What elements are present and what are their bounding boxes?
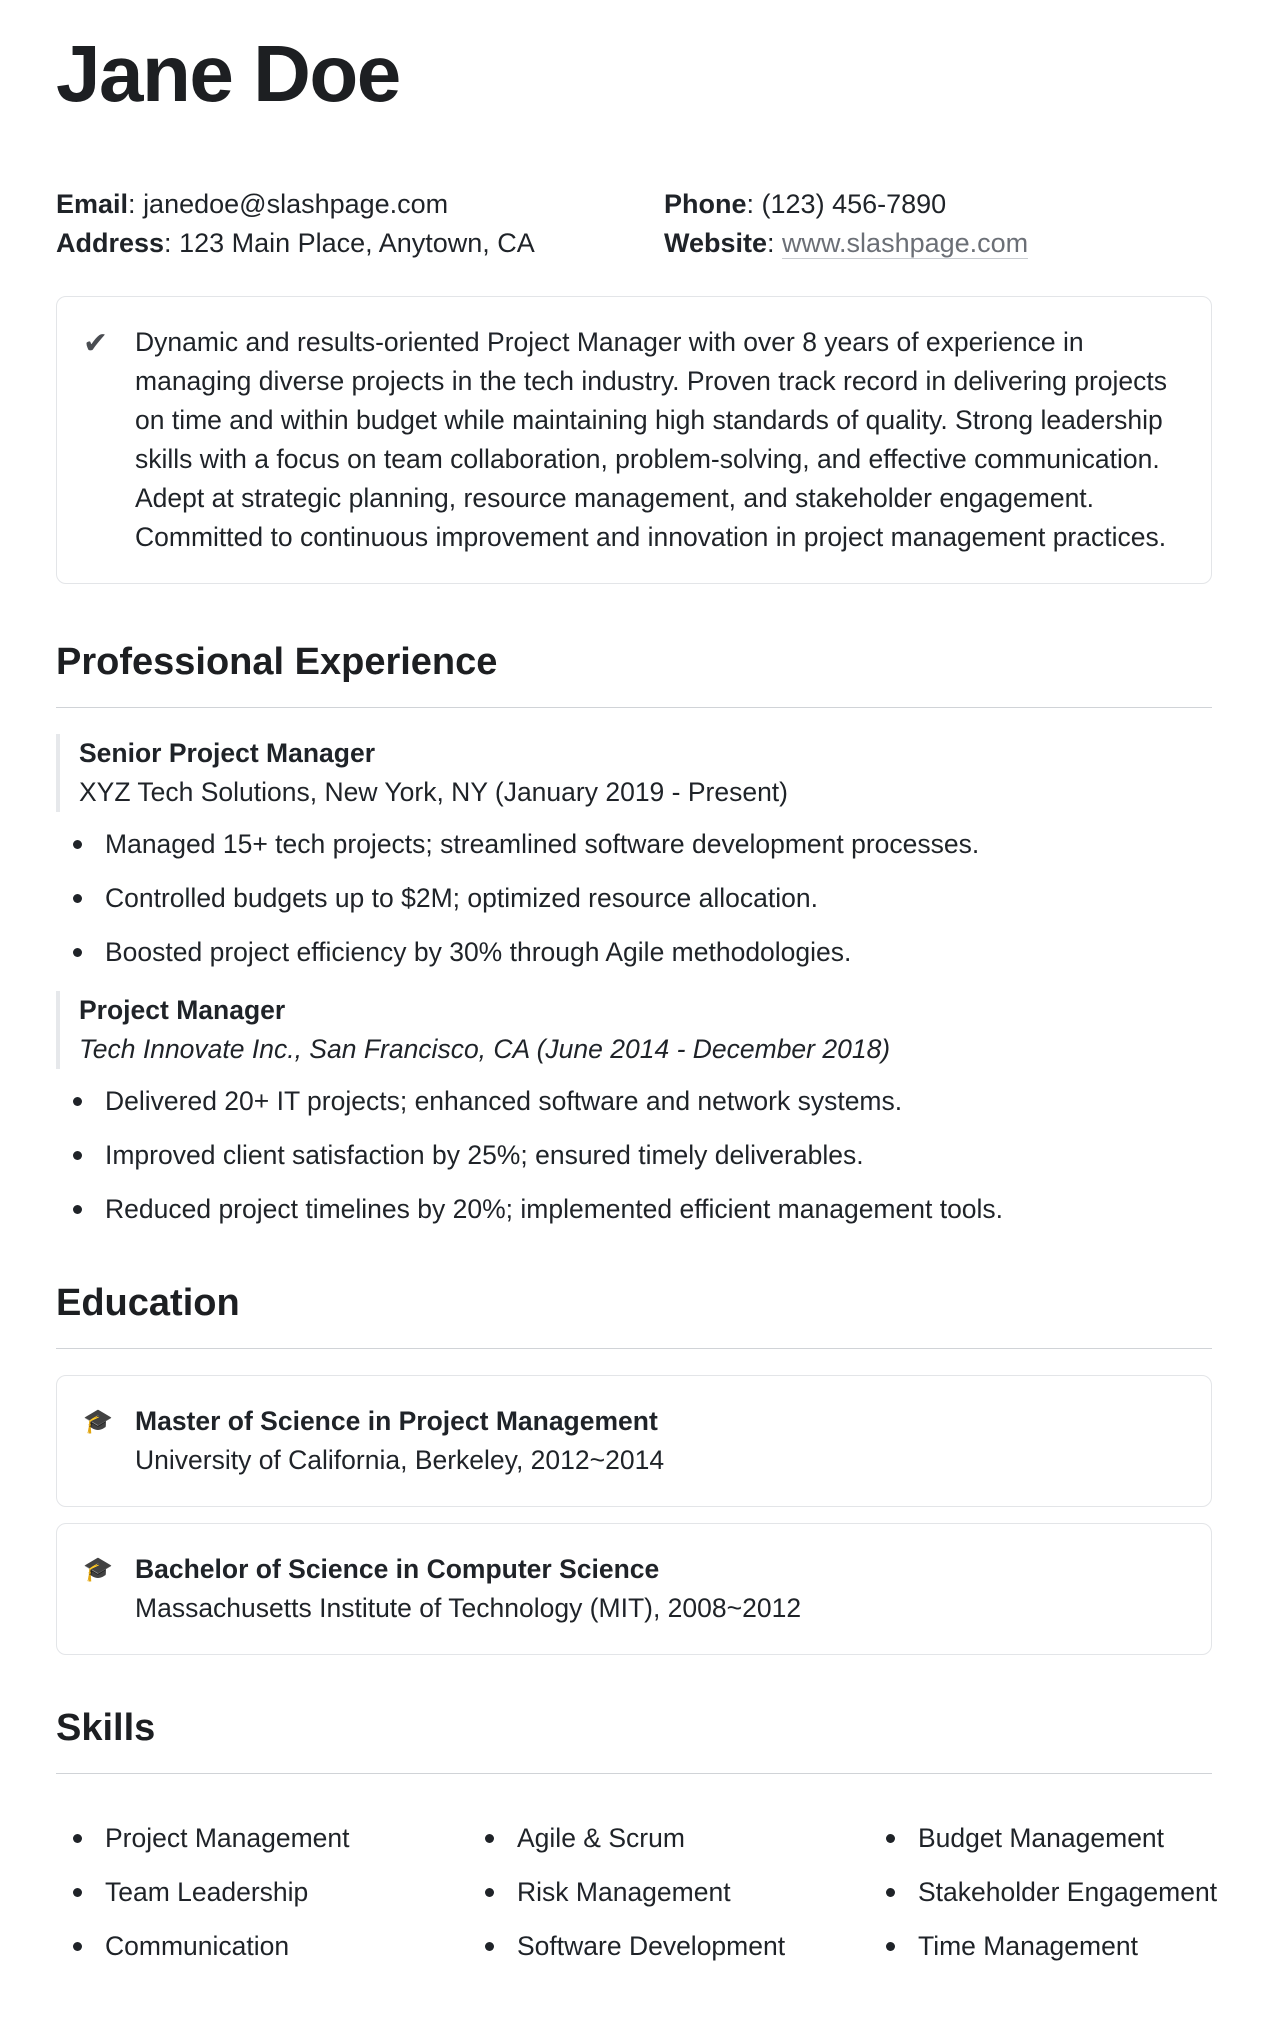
- summary-text: Dynamic and results-oriented Project Manager with over 8 years of experience in managing diverse projects in the tech industry. Proven track record in delivering projects on time and within budget while maintaining high standards of quality. Strong leadership skills with a focus on team collaboration, problem-solving, and effective communication. Adept at strategic planning, resource management, and stakeholder engagement. Committed to continuous improvement and innovation in project management practices.: [135, 327, 1168, 552]
- job-bullets: [56, 825, 1212, 971]
- skill-item: Communication: [56, 1927, 468, 1965]
- website-label: Website: [664, 228, 768, 258]
- skill-item: Stakeholder Engagement: [869, 1873, 1169, 1911]
- job-bullet: Reduced project timelines by 20%; implemented efficient management tools.: [56, 1190, 1212, 1228]
- skill-item: Project Management: [56, 1819, 468, 1857]
- job-bullet: Controlled budgets up to $2M; optimized resource allocation.: [56, 879, 1212, 917]
- education-details: [135, 1550, 801, 1628]
- skills-column: [869, 1819, 1218, 1981]
- phone-label: Phone: [664, 189, 747, 219]
- website-link[interactable]: www.slashpage.com: [782, 228, 1029, 258]
- contact-email: Email: janedoe@slashpage.com: [56, 189, 449, 219]
- address-value: 123 Main Place, Anytown, CA: [179, 228, 535, 258]
- job-header: [56, 734, 1212, 812]
- job-title: Project Manager: [79, 995, 286, 1025]
- phone-value: (123) 456-7890: [761, 189, 947, 219]
- job-bullet: Improved client satisfaction by 25%; ensured timely deliverables.: [56, 1136, 1212, 1174]
- job-entry: [56, 991, 1212, 1228]
- section-divider: [56, 707, 1212, 708]
- summary-card: [56, 296, 1212, 584]
- contact-website: Website: www.slashpage.com: [664, 228, 1029, 258]
- education-degree: Master of Science in Project Management: [135, 1406, 658, 1436]
- section-title-education: Education: [56, 1282, 240, 1324]
- education-school: University of California, Berkeley, 2012~2014: [135, 1445, 665, 1475]
- job-header: [56, 991, 1212, 1069]
- resume-name: Jane Doe: [56, 29, 400, 118]
- job-bullets: [56, 1082, 1212, 1228]
- job-entry: [56, 734, 1212, 971]
- check-icon: ✔: [83, 327, 109, 360]
- contact-address: Address: 123 Main Place, Anytown, CA: [56, 228, 535, 258]
- skill-item: Agile & Scrum: [468, 1819, 869, 1857]
- graduation-cap-icon: 🎓: [83, 1556, 113, 1583]
- skill-item: Software Development: [468, 1927, 869, 1965]
- section-title-skills: Skills: [56, 1707, 156, 1749]
- graduation-cap-icon: 🎓: [83, 1408, 113, 1435]
- job-company-dates: Tech Innovate Inc., San Francisco, CA (June 2014 - December 2018): [79, 1034, 891, 1064]
- skills-column: [56, 1819, 468, 1981]
- education-details: [135, 1402, 664, 1480]
- education-degree: Bachelor of Science in Computer Science: [135, 1554, 660, 1584]
- job-company-dates: XYZ Tech Solutions, New York, NY (January 2019 - Present): [79, 777, 788, 807]
- skills-section: [56, 1705, 1218, 1981]
- skill-item: Time Management: [869, 1927, 1169, 1965]
- skills-column: [468, 1819, 869, 1981]
- experience-section: [56, 639, 1212, 1228]
- job-title: Senior Project Manager: [79, 738, 376, 768]
- job-bullet: Boosted project efficiency by 30% through Agile methodologies.: [56, 933, 1212, 971]
- contact-info: [56, 188, 1212, 260]
- contact-phone: Phone: (123) 456-7890: [664, 189, 947, 219]
- education-school: Massachusetts Institute of Technology (MIT), 2008~2012: [135, 1593, 802, 1623]
- email-value: janedoe@slashpage.com: [143, 189, 449, 219]
- address-label: Address: [56, 228, 165, 258]
- skills-grid: [56, 1819, 1218, 1981]
- skill-item: Team Leadership: [56, 1873, 468, 1911]
- section-title-experience: Professional Experience: [56, 641, 498, 683]
- job-bullet: Delivered 20+ IT projects; enhanced software and network systems.: [56, 1082, 1212, 1120]
- education-card: [56, 1375, 1212, 1507]
- section-divider: [56, 1773, 1212, 1774]
- section-divider: [56, 1348, 1212, 1349]
- email-label: Email: [56, 189, 129, 219]
- skill-item: Budget Management: [869, 1819, 1169, 1857]
- skill-item: Risk Management: [468, 1873, 869, 1911]
- job-bullet: Managed 15+ tech projects; streamlined software development processes.: [56, 825, 1212, 863]
- education-card: [56, 1523, 1212, 1655]
- education-section: [56, 1280, 1212, 1655]
